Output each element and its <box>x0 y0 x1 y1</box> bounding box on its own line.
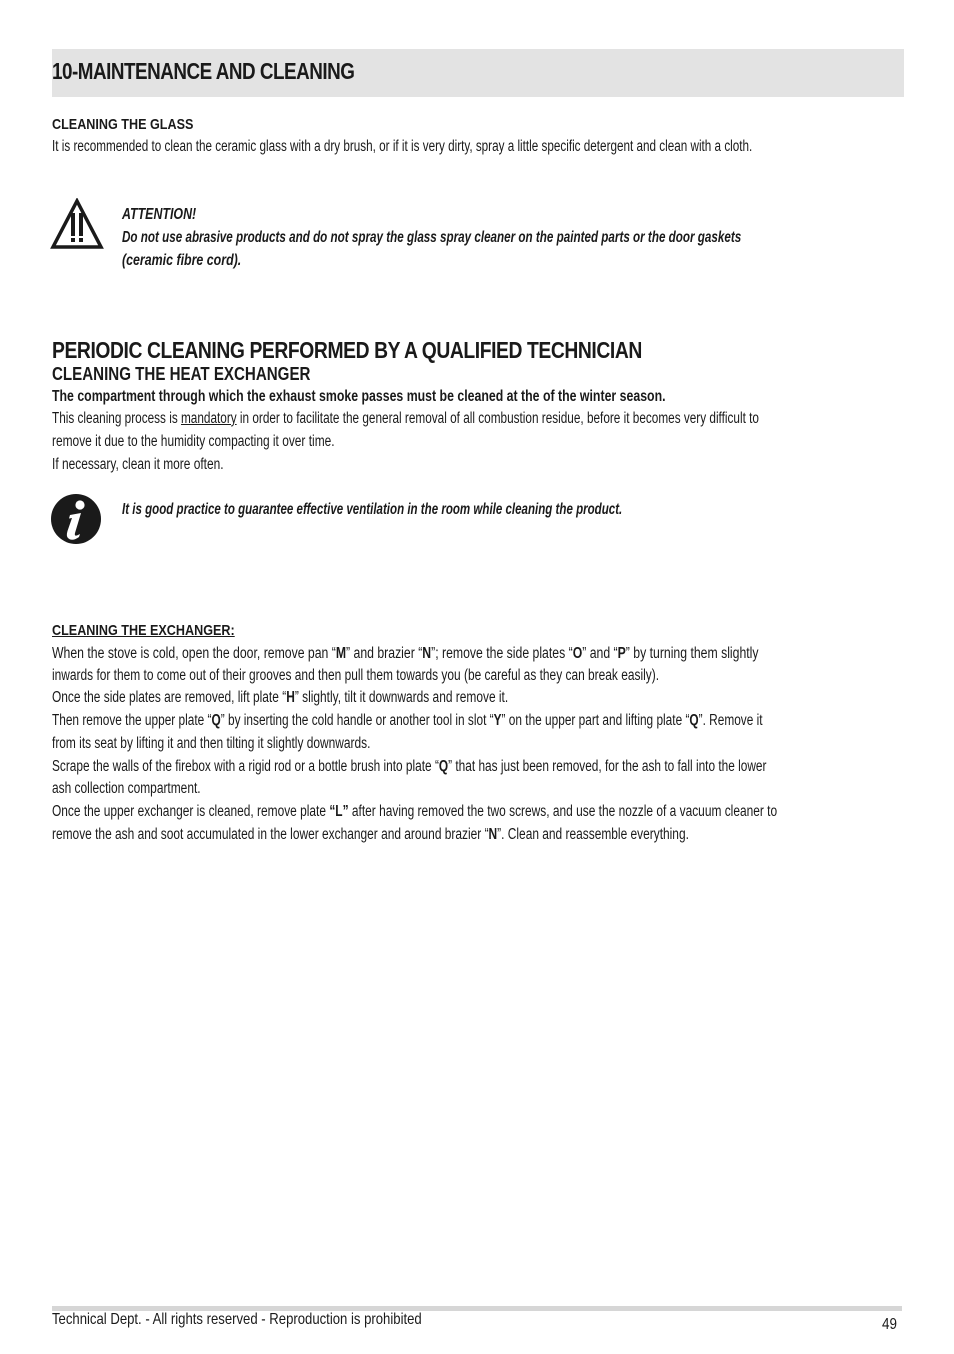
warning-triangle-icon <box>50 198 104 250</box>
text-segment: When the stove is cold, open the door, remove pan “ <box>52 645 336 662</box>
exchanger-line-1 <box>52 645 759 663</box>
text-segment: ” and brazier “ <box>346 645 423 662</box>
text-segment: ”. Remove it <box>698 712 763 729</box>
text-segment: ” by inserting the cold handle or another tool in slot “ <box>220 712 494 729</box>
text-segment: ” slightly, tilt it downwards and remove it. <box>294 689 509 706</box>
text-segment: ” and “ <box>582 645 618 662</box>
part-label-n: N <box>488 826 498 843</box>
glass-text: It is recommended to clean the ceramic glass with a dry brush, or if it is very dirty, spray a little specific detergent and clean with a cloth. <box>52 138 753 155</box>
part-label-n: N <box>422 645 432 662</box>
attention-label: ATTENTION! <box>122 206 197 223</box>
text-segment: Then remove the upper plate “ <box>52 712 212 729</box>
compartment-bold-line: The compartment through which the exhaust smoke passes must be cleaned at the of the winter season. <box>52 388 666 405</box>
part-label-m: M <box>335 645 347 662</box>
part-label-q: Q <box>689 712 699 729</box>
section-title: 10-MAINTENANCE AND CLEANING <box>52 58 355 84</box>
heat-exchanger-subheading: CLEANING THE HEAT EXCHANGER <box>52 364 311 384</box>
exchanger-line-2: inwards for them to come out of their grooves and then pull them towards you (be careful as they can break easily). <box>52 667 660 684</box>
footer-text: Technical Dept. - All rights reserved - Reproduction is prohibited <box>52 1311 422 1328</box>
part-label-h: H <box>286 689 295 706</box>
exchanger-line-3 <box>52 689 508 707</box>
part-label-y: Y <box>493 712 502 729</box>
page-number: 49 <box>882 1316 897 1333</box>
text-segment: Once the upper exchanger is cleaned, remove plate <box>52 803 330 820</box>
attention-line-2: (ceramic fibre cord). <box>122 252 242 269</box>
text-segment: after having removed the two screws, and use the nozzle of a vacuum cleaner to <box>348 803 778 820</box>
text-segment: ” on the upper part and lifting plate “ <box>501 712 690 729</box>
text-segment: Scrape the walls of the firebox with a rigid rod or a bottle brush into plate “ <box>52 758 439 775</box>
glass-heading: CLEANING THE GLASS <box>52 116 194 133</box>
text-segment: ”; remove the side plates “ <box>431 645 573 662</box>
part-label-q: Q <box>211 712 221 729</box>
exchanger-heading: CLEANING THE EXCHANGER: <box>52 622 235 639</box>
text-segment: remove the ash and soot accumulated in the lower exchanger and around brazier “ <box>52 826 489 843</box>
text-segment: ” that has just been removed, for the ash to fall into the lower <box>448 758 767 775</box>
part-label-o: O <box>572 645 583 662</box>
periodic-heading: PERIODIC CLEANING PERFORMED BY A QUALIFIED TECHNICIAN <box>52 337 642 363</box>
info-text: It is good practice to guarantee effective ventilation in the room while cleaning the product. <box>122 501 623 518</box>
text-segment: Once the side plates are removed, lift plate “ <box>52 689 287 706</box>
text-segment: ” by turning them slightly <box>625 645 759 662</box>
exchanger-line-5: from its seat by lifting it and then tilting it slightly downwards. <box>52 735 371 752</box>
text-segment: This cleaning process is <box>52 410 181 427</box>
part-label-p: P <box>617 645 626 662</box>
part-label-q: Q <box>438 758 449 775</box>
mandatory-paragraph-line-2: remove it due to the humidity compacting it over time. <box>52 433 335 450</box>
exchanger-line-8 <box>52 803 777 821</box>
exchanger-line-4 <box>52 712 763 730</box>
mandatory-underlined: mandatory <box>180 410 237 427</box>
part-label-l: “L” <box>329 803 349 820</box>
text-segment: in order to facilitate the general removal of all combustion residue, before it becomes very difficult to <box>236 410 759 427</box>
info-i-icon <box>50 493 102 545</box>
attention-line-1: Do not use abrasive products and do not spray the glass spray cleaner on the painted parts or the door gaskets <box>122 229 742 246</box>
exchanger-line-9 <box>52 826 689 844</box>
text-segment: ”. Clean and reassemble everything. <box>497 826 689 843</box>
mandatory-paragraph-line-1 <box>52 410 759 428</box>
more-often-line: If necessary, clean it more often. <box>52 456 224 473</box>
exchanger-line-7: ash collection compartment. <box>52 780 201 797</box>
exchanger-line-6 <box>52 758 766 776</box>
